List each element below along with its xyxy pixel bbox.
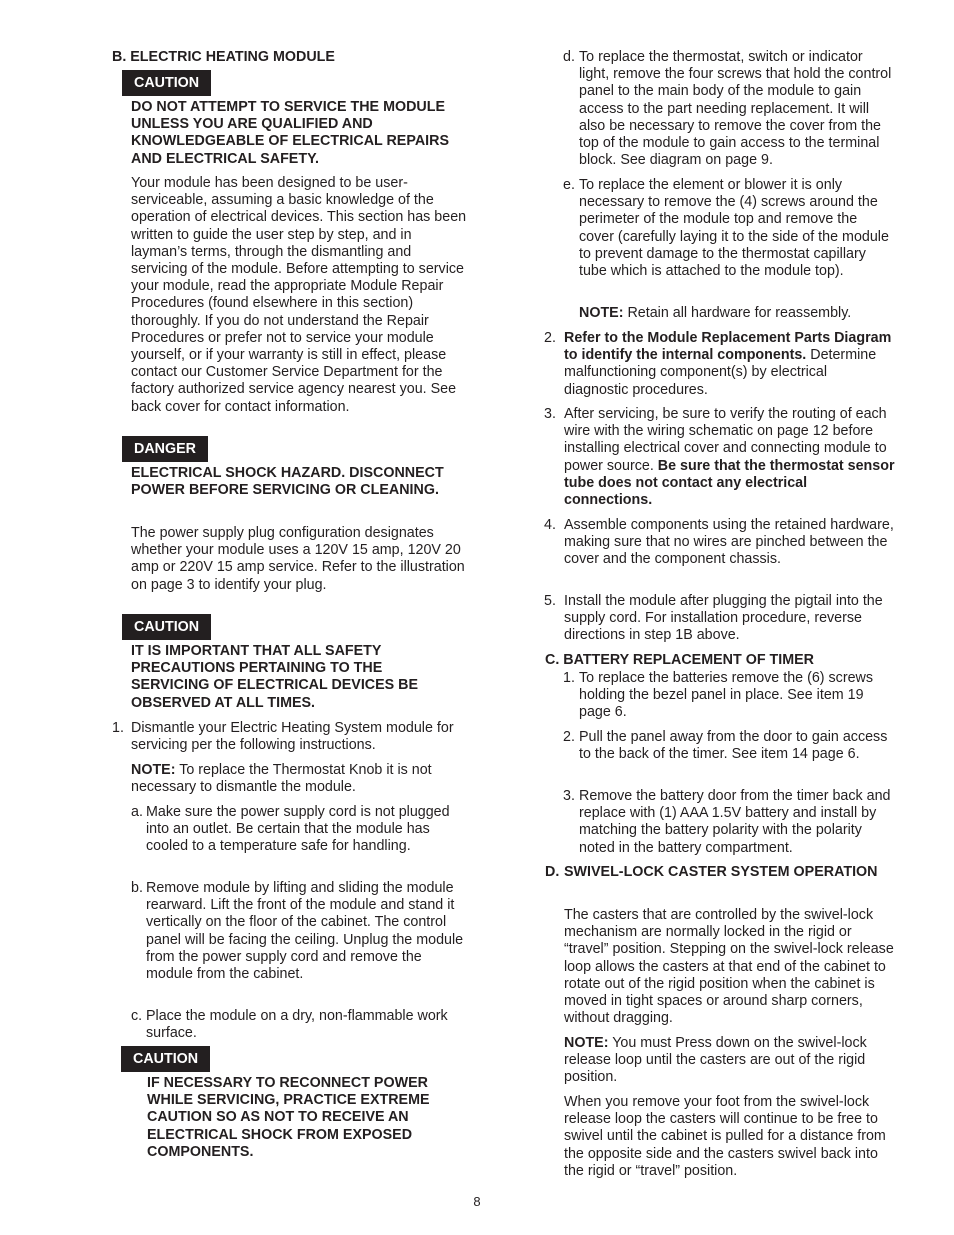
- sub-step-text: Place the module on a dry, non-flammable work surface.: [146, 1008, 448, 1042]
- section-heading-c: C. BATTERY REPLACEMENT OF TIMER: [545, 652, 814, 668]
- sub-step-letter: e.: [563, 177, 575, 193]
- step-text: Remove the battery door from the timer back and replace with (1) AAA 1.5V battery and install by matching the battery polarity with the polarity noted in the battery compartment.: [579, 788, 891, 856]
- timer-step-3: [563, 788, 895, 857]
- step-5: [544, 593, 895, 645]
- step-number: 5.: [544, 593, 556, 609]
- caution-label-1: CAUTION: [122, 70, 211, 96]
- step-4: [544, 517, 895, 569]
- power-supply-paragraph: The power supply plug configuration designates whether your module uses a 120V 15 amp, 120V 20 amp or 220V 15 amp service. Refer to the illustration on page 3 to identify your plug.: [131, 525, 465, 593]
- caution-text-1: DO NOT ATTEMPT TO SERVICE THE MODULE UNLESS YOU ARE QUALIFIED AND KNOWLEDGEABLE OF ELECTRICAL REPAIRS AND ELECTRICAL SAFETY.: [131, 99, 449, 167]
- danger-label: DANGER: [122, 436, 208, 462]
- sub-step-d: [563, 49, 895, 169]
- sub-step-e: [563, 177, 895, 280]
- caster-paragraph: The casters that are controlled by the swivel-lock mechanism are normally locked in the rigid or “travel” position. Stepping on the swivel-lock release loop allows the casters at that end of the cabinet to rotate out of the rigid position when the cabinet is moved in tight spaces or around sharp corners, without dragging.: [564, 907, 894, 1027]
- sub-step-letter: a.: [131, 804, 143, 820]
- section-heading-d: [545, 864, 895, 881]
- step-text: Pull the panel away from the door to gain access to the back of the timer. See item 14 page 6.: [579, 729, 888, 763]
- foot-release-paragraph: When you remove your foot from the swivel-lock release loop the casters will continue to be free to swivel until the cabinet is pulled for a distance from the opposite side and the casters swivel back into the rigid or “travel” position.: [564, 1094, 886, 1179]
- step-number: 3.: [544, 406, 556, 422]
- step-number: 4.: [544, 517, 556, 533]
- step-number: 1.: [112, 720, 124, 736]
- step-number: 3.: [563, 788, 575, 804]
- danger-text: ELECTRICAL SHOCK HAZARD. DISCONNECT POWER BEFORE SERVICING OR CLEANING.: [131, 465, 444, 499]
- timer-step-2: [563, 729, 895, 763]
- section-title: SWIVEL-LOCK CASTER SYSTEM OPERATION: [564, 864, 878, 880]
- note-label: NOTE:: [564, 1035, 609, 1051]
- caution-text-2: IT IS IMPORTANT THAT ALL SAFETY PRECAUTIONS PERTAINING TO THE SERVICING OF ELECTRICAL DEVICES BE OBSERVED AT ALL TIMES.: [131, 643, 419, 711]
- page-number: 8: [473, 1194, 481, 1209]
- sub-step-text: To replace the element or blower it is only necessary to remove the (4) screws around the perimeter of the module top and remove the cover (carefully laying it to the side of the module to prevent damage to the thermostat capillary tube which is attached to the module top).: [579, 177, 889, 280]
- section-heading-b: B. ELECTRIC HEATING MODULE: [112, 49, 335, 65]
- note-text: To replace the Thermostat Knob it is not necessary to dismantle the module.: [131, 762, 432, 796]
- section-letter: D.: [545, 864, 560, 880]
- step-text: Install the module after plugging the pigtail into the supply cord. For installation procedure, reverse directions in step 1B above.: [564, 593, 883, 644]
- step-text: Assemble components using the retained hardware, making sure that no wires are pinched between the cover and the component chassis.: [564, 517, 894, 568]
- note-retain-hardware: [579, 305, 895, 322]
- step-number: 2.: [563, 729, 575, 745]
- note-text: You must Press down on the swivel-lock release loop until the casters are out of the rigid position.: [564, 1035, 867, 1086]
- sub-step-letter: d.: [563, 49, 575, 65]
- step-1: [112, 720, 467, 754]
- note-label: NOTE:: [131, 762, 176, 778]
- step-text: Determine malfunctioning component(s) by electrical diagnostic procedures.: [564, 347, 877, 398]
- note-thermostat-knob: [131, 762, 467, 796]
- step-3: [544, 406, 895, 509]
- sub-step-a: [131, 804, 467, 856]
- sub-step-c: [131, 1008, 467, 1042]
- step-text: After servicing, be sure to verify the routing of each wire with the wiring schematic on page 12 before installing electrical cover and connecting module to power source.: [564, 406, 887, 474]
- caution-label-3: CAUTION: [121, 1046, 210, 1072]
- caution-label-2: CAUTION: [122, 614, 211, 640]
- sub-step-b: [131, 880, 467, 983]
- sub-step-letter: c.: [131, 1008, 143, 1024]
- note-text: Retain all hardware for reassembly.: [623, 305, 852, 321]
- sub-step-text: Remove module by lifting and sliding the module rearward. Lift the front of the module and stand it vertically on the floor of the cabinet. The control panel will be facing the ceiling. Unplug the module from the power supply cord and remove the module from the cabinet.: [146, 880, 464, 983]
- note-label: NOTE:: [579, 305, 624, 321]
- step-number: 2.: [544, 330, 556, 346]
- step-number: 1.: [563, 670, 575, 686]
- sub-step-text: To replace the thermostat, switch or indicator light, remove the four screws that hold the control panel to the main body of the module to gain access to the part needing replacement. It will also be necessary to remove the cover from the top of the module to gain access to the terminal block. See diagram on page 9.: [579, 49, 892, 169]
- note-swivel-lock: [564, 1035, 895, 1087]
- sub-step-text: Make sure the power supply cord is not plugged into an outlet. Be certain that the module has cooled to a temperature safe for handling.: [146, 804, 450, 855]
- caution-text-3: IF NECESSARY TO RECONNECT POWER WHILE SERVICING, PRACTICE EXTREME CAUTION SO AS NOT TO RECEIVE AN ELECTRICAL SHOCK FROM EXPOSED COMPONENTS.: [147, 1075, 430, 1160]
- sub-step-letter: b.: [131, 880, 143, 896]
- step-bold-text: Refer to the Module Replacement Parts Diagram to identify the internal components.: [564, 330, 892, 364]
- step-2: [544, 330, 895, 399]
- step-text: To replace the batteries remove the (6) screws holding the bezel panel in place. See item 19 page 6.: [579, 670, 874, 721]
- timer-step-1: [563, 670, 895, 722]
- step-text: Dismantle your Electric Heating System module for servicing per the following instructions.: [131, 720, 454, 754]
- intro-paragraph: Your module has been designed to be user-serviceable, assuming a basic knowledge of the operation of electrical devices. This section has been written to guide the user step by step, and in layman’s terms, through the dismantling and servicing of the module. Before attempting to service your module, read the appropriate Module Repair Procedures (found elsewhere in this section) thoroughly. If you do not understand the Repair Procedures or prefer not to service your module yourself, or if your warranty is still in effect, please contact our Customer Service Department for the factory authorized service agency nearest you. See back cover for contact information.: [131, 175, 467, 415]
- step-bold-text: Be sure that the thermostat sensor tube does not contact any electrical connections.: [564, 457, 895, 509]
